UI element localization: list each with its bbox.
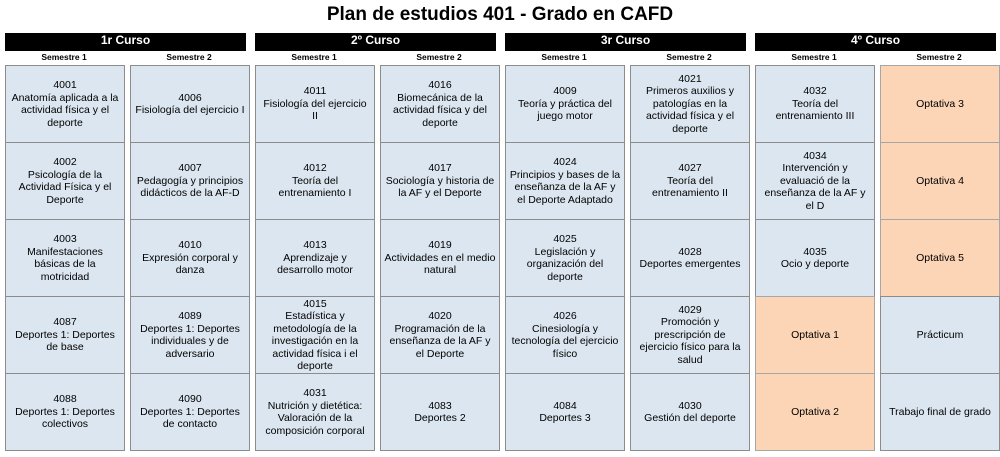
course-content xyxy=(135,92,244,117)
course-name: Optativa 2 xyxy=(791,405,839,418)
course-name: Deportes 2 xyxy=(414,412,466,424)
course-cell xyxy=(755,142,875,220)
course-code: 4012 xyxy=(303,162,327,175)
course-code: 4088 xyxy=(53,393,77,406)
course-content xyxy=(384,79,496,129)
course-content xyxy=(759,150,871,213)
course-name: Deportes 3 xyxy=(539,412,591,424)
course-content xyxy=(634,73,746,136)
course-cell xyxy=(130,219,250,297)
page-title: Plan de estudios 401 - Grado en CAFD xyxy=(326,4,674,25)
course-name: Principios y bases de la enseñanza de la AF y el Deporte Adaptado xyxy=(509,168,621,206)
course-cell xyxy=(5,219,125,297)
course-content xyxy=(509,233,621,283)
course-content xyxy=(916,98,964,111)
course-code: 4011 xyxy=(303,85,327,98)
semester-label: Semestre 2 xyxy=(666,52,712,62)
course-cell xyxy=(380,296,500,374)
course-code: 4089 xyxy=(178,310,202,322)
course-cell xyxy=(630,142,750,220)
course-name: Cinesiología y tecnología del ejercicio físico xyxy=(511,322,619,360)
course-name: Fisiología del ejercicio II xyxy=(263,97,367,123)
course-name: Programación de la enseñanza de la AF y el Deporte xyxy=(389,322,491,360)
course-content xyxy=(134,239,246,277)
course-name: Teoría del entrenamiento II xyxy=(652,174,728,200)
course-code: 4007 xyxy=(178,162,202,175)
course-name: Optativa 4 xyxy=(916,174,964,187)
course-code: 4020 xyxy=(428,310,452,322)
course-name: Estadística y metodología de la investigación en la actividad física i el deporte xyxy=(271,310,359,372)
course-cell xyxy=(5,373,125,451)
course-code: 4002 xyxy=(53,156,77,168)
course-content xyxy=(9,156,121,206)
course-name: Prácticum xyxy=(916,328,964,341)
course-code: 4087 xyxy=(53,316,77,329)
course-code: 4026 xyxy=(553,310,577,322)
year-header: 4º Curso xyxy=(755,33,996,51)
course-cell xyxy=(880,296,1000,374)
course-code: 4016 xyxy=(428,79,452,91)
course-name: Promoción y prescripción de ejercicio físico para la salud xyxy=(639,316,741,366)
course-cell xyxy=(630,296,750,374)
semester-label: Semestre 2 xyxy=(166,52,212,62)
course-code: 4030 xyxy=(678,399,702,412)
course-cell xyxy=(130,296,250,374)
course-content xyxy=(384,310,496,360)
semester-label: Semestre 1 xyxy=(791,52,837,62)
course-content xyxy=(781,246,849,271)
semester-label: Semestre 1 xyxy=(41,52,87,62)
elective-cell xyxy=(880,142,1000,220)
course-cell xyxy=(380,142,500,220)
course-code: 4021 xyxy=(678,72,702,85)
elective-cell xyxy=(880,219,1000,297)
course-code: 4090 xyxy=(178,393,202,406)
course-content xyxy=(509,310,621,360)
course-content xyxy=(917,329,964,342)
course-name: Deportes 1: Deportes colectivos xyxy=(15,405,115,431)
course-content xyxy=(259,85,371,123)
course-cell xyxy=(380,219,500,297)
course-content xyxy=(759,85,871,123)
course-cell xyxy=(255,296,375,374)
course-content xyxy=(259,387,371,437)
semester-label: Semestre 1 xyxy=(541,52,587,62)
course-content xyxy=(384,239,496,277)
course-name: Legislación y organización del deporte xyxy=(526,245,604,283)
course-cell xyxy=(130,373,250,451)
course-name: Deportes 1: Deportes de base xyxy=(15,328,115,354)
course-content xyxy=(134,162,246,200)
course-name: Expresión corporal y danza xyxy=(142,251,238,277)
course-content xyxy=(509,156,621,206)
course-code: 4009 xyxy=(553,85,577,98)
course-code: 4029 xyxy=(678,303,702,316)
elective-cell xyxy=(755,296,875,374)
course-cell xyxy=(880,373,1000,451)
course-content xyxy=(259,162,371,200)
course-code: 4083 xyxy=(428,399,452,412)
course-cell xyxy=(755,65,875,143)
course-name: Teoría del entrenamiento I xyxy=(278,174,352,200)
course-code: 4019 xyxy=(428,239,452,252)
course-name: Deportes 1: Deportes de contacto xyxy=(140,405,240,431)
semester-label: Semestre 1 xyxy=(291,52,337,62)
course-content xyxy=(134,310,246,360)
course-content xyxy=(634,304,746,367)
course-name: Trabajo final de grado xyxy=(889,405,991,418)
course-content xyxy=(259,239,371,277)
course-name: Aprendizaje y desarrollo motor xyxy=(277,251,353,277)
course-cell xyxy=(630,219,750,297)
course-content xyxy=(916,175,964,188)
course-name: Optativa 1 xyxy=(791,328,839,341)
course-cell xyxy=(255,142,375,220)
course-name: Teoría y práctica del juego motor xyxy=(518,97,612,123)
year-header: 2º Curso xyxy=(255,33,496,51)
course-name: Optativa 5 xyxy=(916,251,964,264)
course-code: 4032 xyxy=(803,85,827,98)
course-cell xyxy=(505,296,625,374)
course-cell xyxy=(130,142,250,220)
year-header: 3r Curso xyxy=(505,33,746,51)
course-cell xyxy=(380,373,500,451)
course-code: 4017 xyxy=(428,162,452,175)
course-name: Manifestaciones básicas de la motricidad xyxy=(27,245,103,283)
course-content xyxy=(640,246,741,271)
course-name: Nutrición y dietética: Valoración de la composición corporal xyxy=(265,399,365,437)
course-content xyxy=(539,400,590,425)
course-cell xyxy=(130,65,250,143)
course-code: 4013 xyxy=(303,239,327,252)
course-code: 4010 xyxy=(178,239,202,252)
course-cell xyxy=(505,219,625,297)
course-name: Deportes 1: Deportes individuales y de adversario xyxy=(140,322,240,360)
course-cell xyxy=(505,373,625,451)
course-code: 4034 xyxy=(803,149,827,162)
course-code: 4015 xyxy=(303,297,327,310)
course-content xyxy=(9,233,121,283)
course-name: Ocio y deporte xyxy=(780,258,850,270)
course-cell xyxy=(255,219,375,297)
course-content xyxy=(791,406,839,419)
course-code: 4027 xyxy=(678,162,702,175)
course-cell xyxy=(5,65,125,143)
course-content xyxy=(9,316,121,354)
course-code: 4001 xyxy=(53,79,77,91)
course-cell xyxy=(255,373,375,451)
course-content xyxy=(634,162,746,200)
course-code: 4006 xyxy=(178,91,202,104)
course-content xyxy=(9,79,121,129)
course-cell xyxy=(505,142,625,220)
course-code: 4024 xyxy=(553,156,577,168)
course-content xyxy=(384,162,496,200)
course-content xyxy=(916,252,964,265)
semester-label: Semestre 2 xyxy=(916,52,962,62)
course-name: Intervención y evaluació de la enseñanza de la AF y el D xyxy=(764,162,866,212)
course-cell xyxy=(755,219,875,297)
course-content xyxy=(644,400,736,425)
course-content xyxy=(134,393,246,431)
course-content xyxy=(259,298,371,373)
course-name: Deportes emergentes xyxy=(639,258,741,270)
course-cell xyxy=(505,65,625,143)
course-name: Optativa 3 xyxy=(916,97,964,110)
course-name: Teoría del entrenamiento III xyxy=(775,97,855,123)
course-code: 4035 xyxy=(803,245,827,258)
course-content xyxy=(889,406,991,419)
course-name: Primeros auxilios y patologías en la actividad física y el deporte xyxy=(645,85,735,135)
course-code: 4031 xyxy=(303,387,327,399)
course-name: Fisiología del ejercicio I xyxy=(135,104,245,116)
elective-cell xyxy=(755,373,875,451)
course-code: 4028 xyxy=(678,245,702,258)
course-name: Psicología de la Actividad Física y el Deporte xyxy=(18,168,112,206)
course-cell xyxy=(255,65,375,143)
course-code: 4084 xyxy=(553,399,577,412)
course-cell xyxy=(380,65,500,143)
course-content xyxy=(9,393,121,431)
course-code: 4003 xyxy=(53,233,77,245)
course-name: Gestión del deporte xyxy=(644,412,736,424)
elective-cell xyxy=(880,65,1000,143)
course-cell xyxy=(5,142,125,220)
course-name: Pedagogía y principios didácticos de la AF-D xyxy=(136,174,244,200)
course-name: Actividades en el medio natural xyxy=(384,251,496,277)
course-cell xyxy=(630,373,750,451)
course-cell xyxy=(630,65,750,143)
course-name: Biomecánica de la actividad física y del deporte xyxy=(393,91,487,129)
year-header: 1r Curso xyxy=(5,33,246,51)
course-name: Sociología y historia de la AF y el Deporte xyxy=(385,174,495,200)
course-cell xyxy=(5,296,125,374)
course-content xyxy=(791,329,839,342)
course-name: Anatomía aplicada a la actividad física y el deporte xyxy=(11,91,119,129)
course-code: 4025 xyxy=(553,233,577,245)
course-content xyxy=(414,400,465,425)
semester-label: Semestre 2 xyxy=(416,52,462,62)
course-content xyxy=(509,85,621,123)
